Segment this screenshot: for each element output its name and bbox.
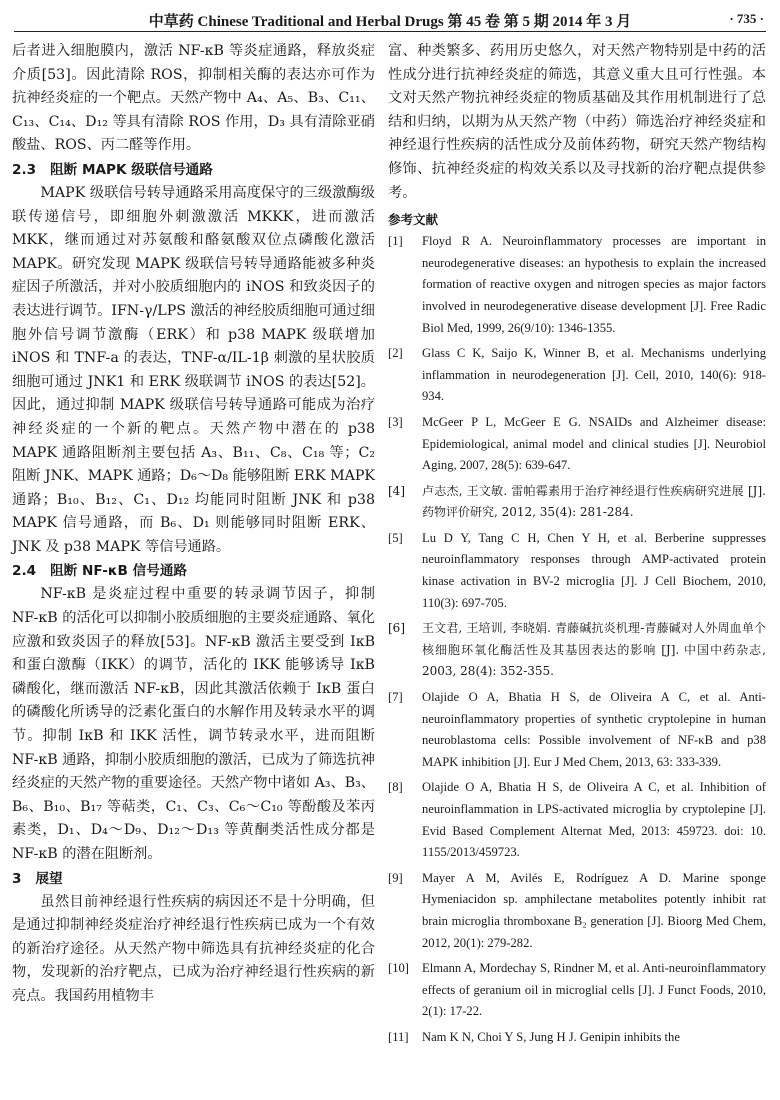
reference-number: [11] bbox=[388, 1029, 409, 1044]
section-2-4-heading bbox=[12, 559, 375, 583]
journal-header: 中草药 Chinese Traditional and Herbal Drugs 第 45 卷 第 5 期 2014 年 3 月 bbox=[148, 14, 632, 30]
reference-item bbox=[388, 231, 766, 339]
reference-number: [2] bbox=[388, 346, 403, 361]
right-column bbox=[388, 40, 766, 1053]
reference-number: [10] bbox=[388, 961, 409, 976]
reference-text: McGeer P L, McGeer E G. NSAIDs and Alzheimer disease: Epidemiological, animal model and clinical studies [J]. Neurobiol Aging, 2007, 28(5): 639-647. bbox=[422, 414, 766, 473]
reference-number: [6] bbox=[388, 621, 405, 636]
reference-text: 卢志杰, 王文敏. 雷帕霉素用于治疗神经退行性疾病研究进展 [J]. 药物评价研究, 2012, 35(4): 281-284. bbox=[422, 483, 766, 520]
section-number: 3 bbox=[12, 870, 22, 887]
reference-text: Mayer A M, Avilés E, Rodríguez A D. Marine sponge Hymeniacidon sp. amphilectane metabolites potently inhibit rat brain microglia thromboxane B₂ generation [J]. Bioorg Med Chem, 2012, 20(1): 279-282. bbox=[422, 870, 766, 950]
running-header bbox=[14, 6, 766, 32]
paragraph-nfkb: NF-κB 是炎症过程中重要的转录调节因子，抑制 NF-κB 的活化可以抑制小胶质细胞的主要炎症通路、氧化应激和致炎因子的释放[53]。NF-κB 激活主要受到 IκB 和蛋白激酶（IKK）的调节，活化的 IKK 能够诱导 IκB 磷酸化，继而激活 NF-κB，因此其激活依赖于 IκB 蛋白的磷酸化所诱导的泛素化蛋白的水解作用及转录水平的调节。抑制 IκB 和 IKK 活性，调节转录水平，进而阻断 NF-κB 通路，抑制小胶质细胞的激活，已成为了筛选抗神经炎症的天然产物的重要途径。天然产物中诸如 A₃、B₃、B₆、B₁₀、B₁₇ 等萜类，C₁、C₃、C₆～C₁₀ 等酚酸及苯丙素类，D₁、D₄～D₉、D₁₂～D₁₃ 等黄酮类活性成分都是 NF-κB 的潜在阻断剂。 bbox=[12, 586, 375, 862]
reference-text: Glass C K, Saijo K, Winner B, et al. Mechanisms underlying inflammation in neurodegeneration [J]. Cell, 2010, 140(6): 918-934. bbox=[422, 346, 766, 404]
paragraph-outlook-cont: 富、种类繁多、药用历史悠久，对天然产物特别是中药的活性成分进行抗神经炎症的筛选，其意义重大且可行性强。本文对天然产物抗神经炎症的物质基础及其作用机制进行了总结和归纳，以期为从天然产物（中药）筛选治疗神经炎症和神经退行性疾病的活性成分及前体药物，研究天然产物结构修饰、抗神经炎症的构效关系以及寻找新的治疗靶点提供参考。 bbox=[388, 43, 766, 201]
reference-number: [4] bbox=[388, 483, 405, 498]
reference-item bbox=[388, 481, 766, 524]
reference-item bbox=[388, 412, 766, 477]
section-title: 展望 bbox=[35, 870, 63, 887]
section-title: 阻断 NF-κB 信号通路 bbox=[50, 563, 188, 580]
reference-number: [3] bbox=[388, 414, 403, 429]
reference-item bbox=[388, 618, 766, 683]
reference-item bbox=[388, 777, 766, 863]
reference-text: 王文君, 王培训, 李晓娟. 青藤碱抗炎机理-青藤碱对人外周血单个核细胞环氧化酶活性及其基因表达的影响 [J]. 中国中药杂志, 2003, 28(4): 352-355. bbox=[422, 621, 766, 679]
paragraph-ros: 后者进入细胞膜内，激活 NF-κB 等炎症通路，释放炎症介质[53]。因此清除 ROS，抑制相关酶的表达亦可作为抗神经炎症的一个靶点。天然产物中 A₄、A₅、B₃、C₁₁、C₁₃、C₁₄、D₁₂ 等具有清除 ROS 作用，D₃ 具有清除亚硝酸盐、ROS、丙二醛等作用。 bbox=[12, 43, 375, 154]
paragraph-outlook: 虽然目前神经退行性疾病的病因还不是十分明确，但是通过抑制神经炎症治疗神经退行性疾病已成为一个有效的新治疗途径。从天然产物中筛选具有抗神经炎症的化合物，发现新的治疗靶点，已成为治疗神经退行性疾病的新亮点。我国药用植物丰 bbox=[12, 893, 375, 1004]
reference-list bbox=[388, 231, 766, 1048]
reference-number: [1] bbox=[388, 234, 403, 249]
reference-number: [9] bbox=[388, 870, 403, 885]
reference-item bbox=[388, 958, 766, 1023]
reference-item bbox=[388, 528, 766, 614]
reference-item bbox=[388, 868, 766, 954]
references-heading: 参考文献 bbox=[388, 212, 439, 228]
reference-item bbox=[388, 343, 766, 408]
reference-text: Lu D Y, Tang C H, Chen Y H, et al. Berberine suppresses neuroinflammatory responses through AMP-activated protein kinase activation in BV-2 microglia [J]. J Cell Biochem, 2010, 110(3): 697-705. bbox=[422, 530, 766, 610]
section-2-3-heading bbox=[12, 158, 375, 182]
page-number: · 735 · bbox=[729, 11, 764, 26]
reference-number: [5] bbox=[388, 530, 403, 545]
reference-text: Elmann A, Mordechay S, Rindner M, et al. Anti-neuroinflammatory effects of geranium oil in microglial cells [J]. J Funct Foods, 2010, 2(1): 17-22. bbox=[422, 961, 766, 1019]
reference-text: Nam K N, Choi Y S, Jung H J. Genipin inhibits the bbox=[422, 1029, 680, 1044]
paragraph-mapk: MAPK 级联信号转导通路采用高度保守的三级激酶级联传递信号，即细胞外刺激激活 MKKK，进而激活 MKK，继而通过对苏氨酸和酪氨酸双位点磷酸化激活 MAPK。研究发现 MAPK 级联信号转导通路能被多种炎症因子所激活，并对小胶质细胞内的 iNOS 和致炎因子的表达进行调节。IFN-γ/LPS 激活的神经胶质细胞可通过细胞外信号调节激酶（ERK）和 p38 MAPK 级联增加 iNOS 和 TNF-a 的表达，TNF-α/IL-1β 刺激的星状胶质细胞可通过 JNK1 和 ERK 级联调节 iNOS 的表达[52]。因此，通过抑制 MAPK 级联信号转导通路可能成为治疗神经炎症的一个新的靶点。天然产物中潜在的 p38 MAPK 通路阻断剂主要包括 A₃、B₁₁、C₈、C₁₈ 等；C₂ 阻断 JNK、MAPK 通路；D₆～D₈ 能够阻断 ERK MAPK 通路；B₁₀、B₁₂、C₁、D₁₂ 均能同时阻断 JNK 和 p38 MAPK 信号通路，而 B₆、D₁ 则能够同时阻断 ERK、JNK 及 p38 MAPK 等信号通路。 bbox=[12, 184, 375, 555]
reference-text: Floyd R A. Neuroinflammatory processes are important in neurodegenerative diseases: an hypothesis to explain the increased formation of reactive oxygen and nitrogen species as major factors involved in neurodegenerative disease development [J]. Free Radic Biol Med, 1999, 26(9/10): 1346-1355. bbox=[422, 234, 766, 335]
reference-text: Olajide O A, Bhatia H S, de Oliveira A C, et al. Inhibition of neuroinflammation in LPS-activated microglia by cryptolepine [J]. Evid Based Complement Alternat Med, 2013: 459723. doi: 10. 1155/2013/459723. bbox=[422, 780, 766, 860]
reference-number: [7] bbox=[388, 690, 403, 705]
section-number: 2.4 bbox=[12, 563, 37, 580]
reference-item bbox=[388, 1027, 766, 1049]
reference-item bbox=[388, 687, 766, 773]
section-3-heading bbox=[12, 867, 375, 891]
section-title: 阻断 MAPK 级联信号通路 bbox=[50, 161, 213, 178]
section-number: 2.3 bbox=[12, 161, 37, 178]
reference-number: [8] bbox=[388, 780, 403, 795]
left-column bbox=[12, 40, 375, 1009]
reference-text: Olajide O A, Bhatia H S, de Oliveira A C, et al. Anti-neuroinflammatory properties of synthetic cryptolepine in human neuroblastoma cells: Possible involvement of NF-κB and p38 MAPK inhibition [J]. Eur J Med Chem, 2013, 63: 333-339. bbox=[422, 690, 766, 769]
